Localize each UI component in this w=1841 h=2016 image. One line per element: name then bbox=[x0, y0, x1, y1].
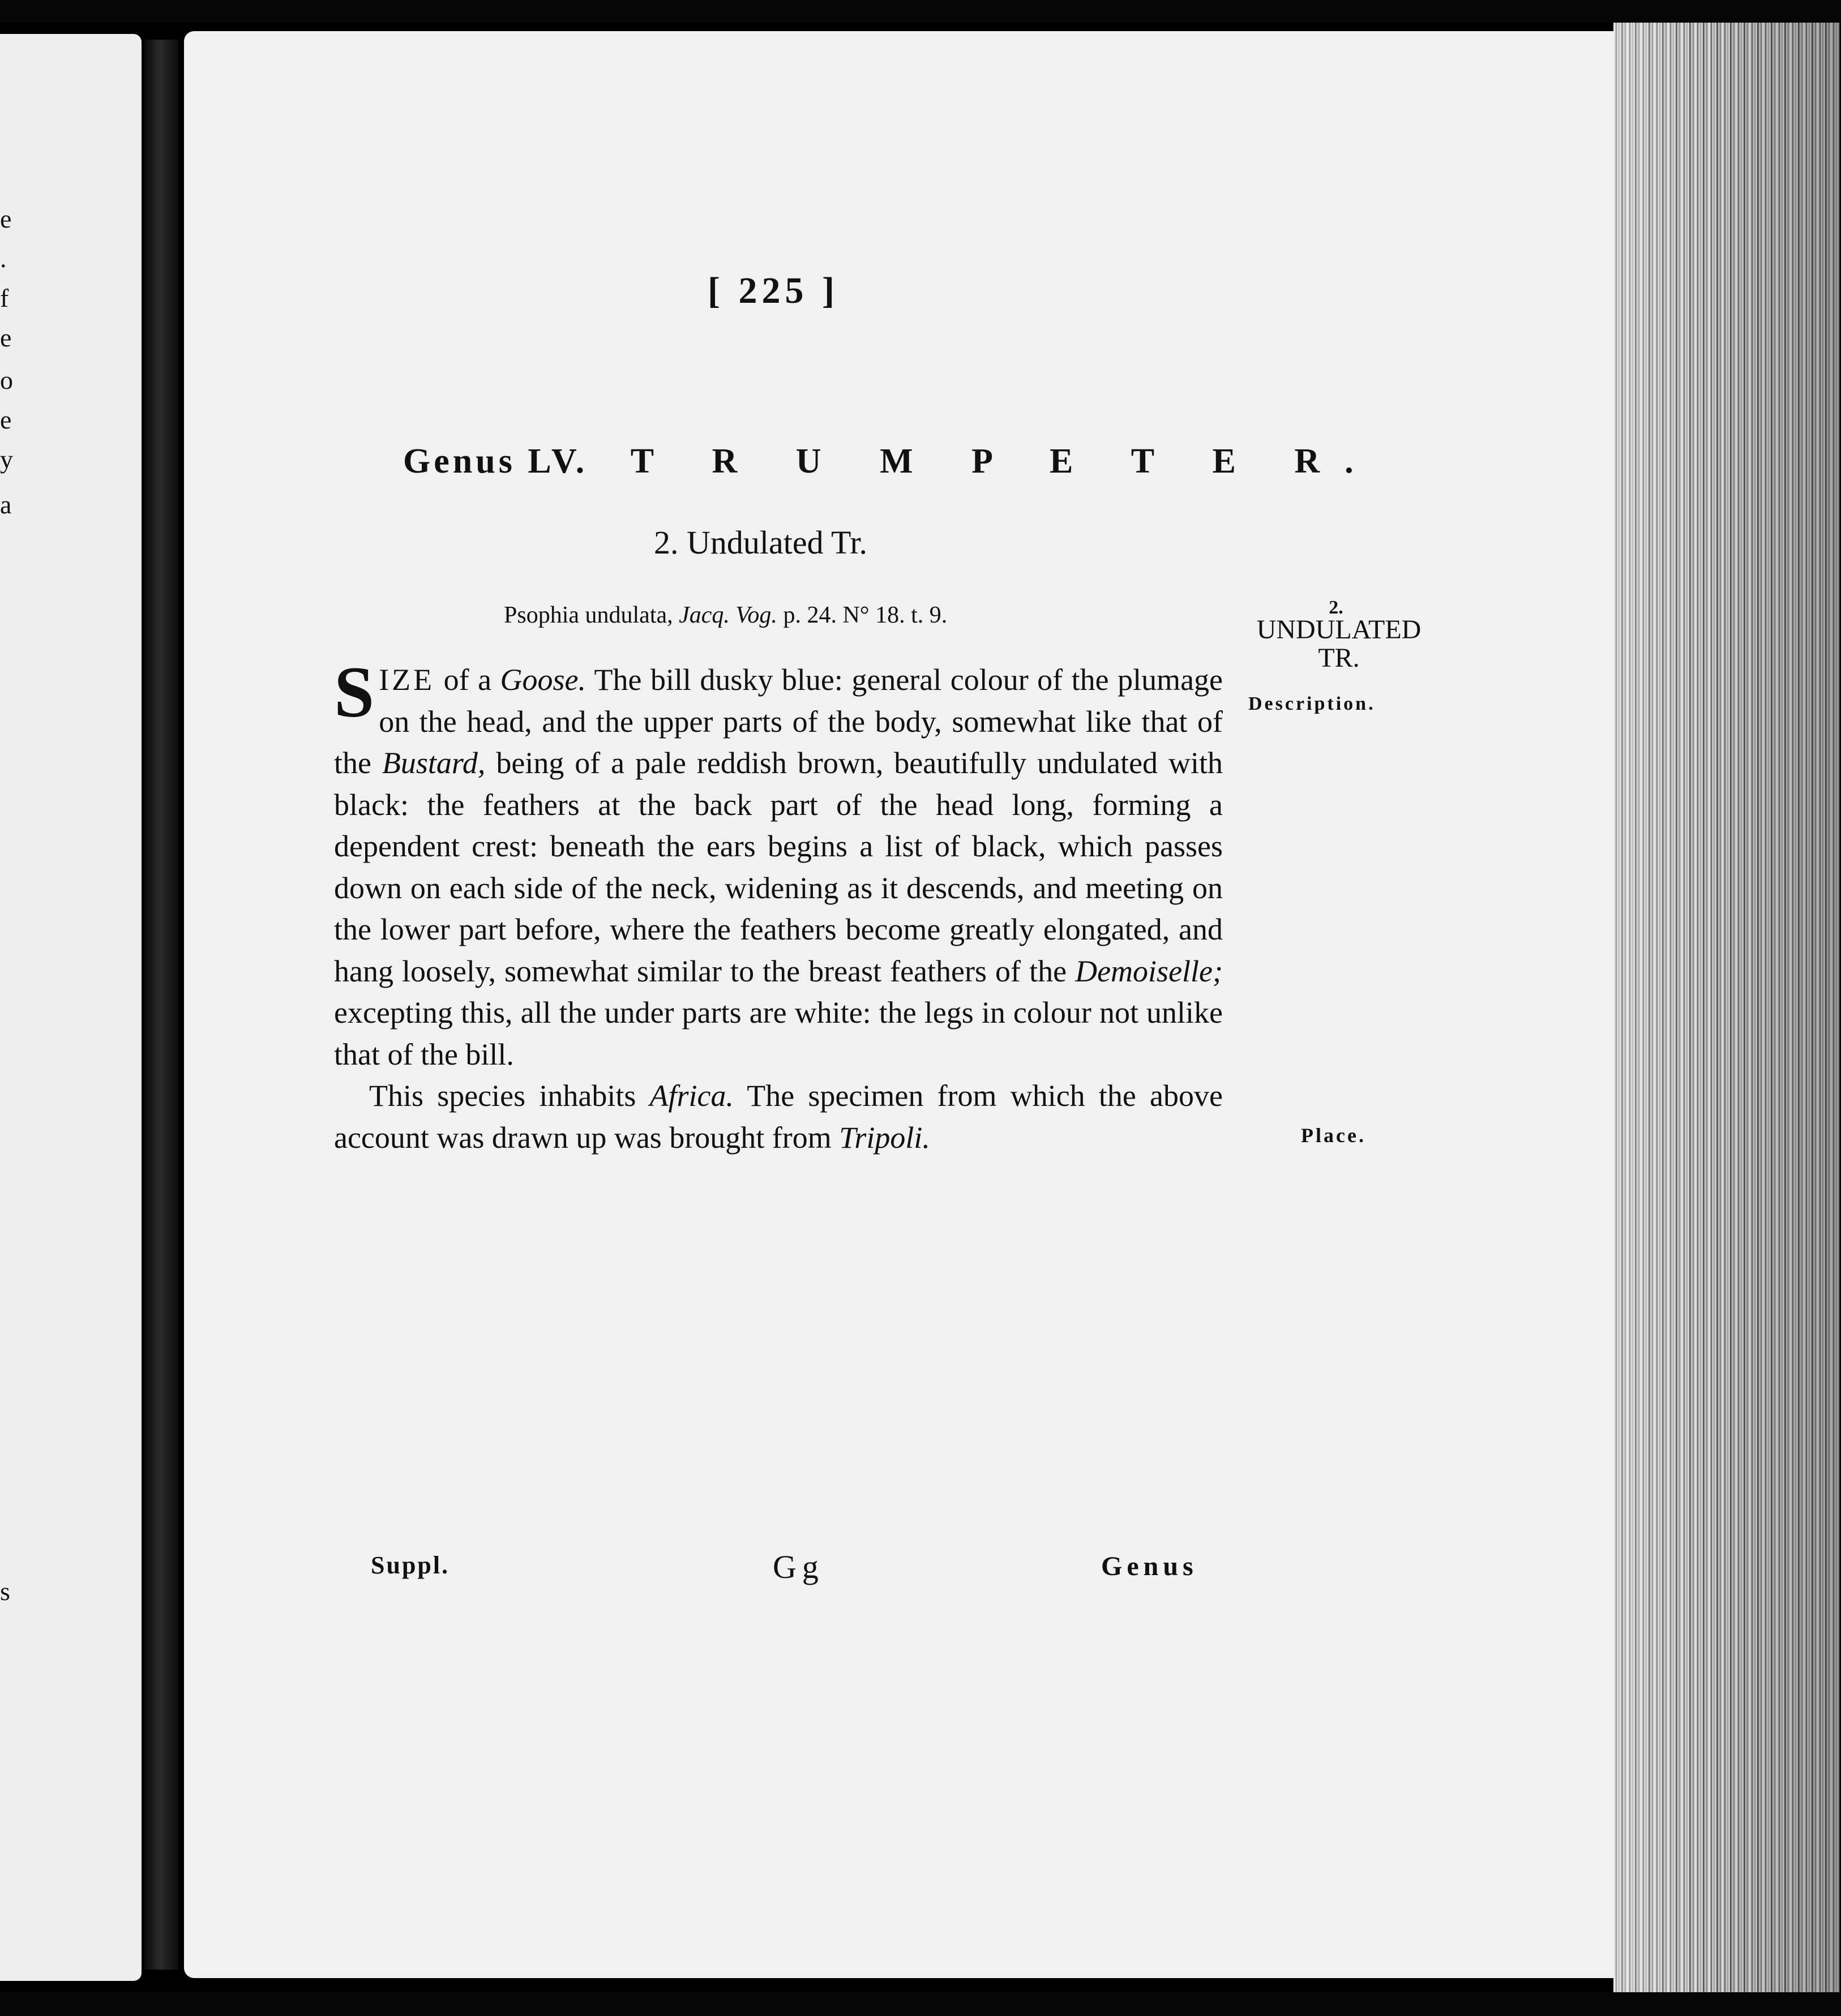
page-edges-shade bbox=[1613, 23, 1840, 2004]
footer-catchword: Genus bbox=[1101, 1551, 1198, 1581]
left-page-fragment: a bbox=[0, 490, 12, 519]
footer-suppl: Suppl. bbox=[371, 1551, 450, 1579]
text-run: The bill dusky blue: general colour of the plumage on the head, and the upper parts of the body, somewhat like that of the bbox=[334, 663, 1223, 780]
margin-species-name: UNDULATED TR. bbox=[1256, 615, 1422, 673]
left-page-fragment: y bbox=[0, 445, 13, 474]
synonym-citation: p. 24. N° 18. t. 9. bbox=[783, 602, 948, 628]
left-page-fragment: s bbox=[0, 1577, 10, 1606]
synonym-name: Psophia undulata, bbox=[504, 602, 673, 628]
genus-heading bbox=[403, 441, 1378, 482]
left-page-fragment: . bbox=[0, 244, 7, 273]
scan-border-top bbox=[0, 0, 1841, 23]
footer-signature-mark: Gg bbox=[773, 1549, 824, 1585]
genus-name: T R U M P E T E R. bbox=[630, 442, 1378, 481]
left-page-fragment: e bbox=[0, 204, 12, 233]
synonym-line bbox=[504, 602, 947, 629]
drop-cap: S bbox=[334, 652, 375, 732]
text-run: The specimen from which the above account was drawn up was brought from bbox=[334, 1079, 1223, 1155]
left-page-fragment: o bbox=[0, 366, 13, 394]
text-run: of a bbox=[435, 663, 500, 697]
italic-bustard: Bustard, bbox=[382, 746, 486, 780]
margin-species-number: 2. bbox=[1329, 597, 1343, 618]
italic-africa: Africa. bbox=[649, 1079, 734, 1113]
margin-description-label: Description. bbox=[1248, 693, 1376, 714]
book-gutter bbox=[144, 40, 178, 1970]
italic-tripoli: Tripoli. bbox=[839, 1120, 930, 1155]
page-number: [ 225 ] bbox=[708, 270, 839, 311]
italic-demoiselle: Demoiselle; bbox=[1075, 954, 1223, 988]
left-page-sliver bbox=[0, 34, 142, 1981]
text-run: This species inhabits bbox=[369, 1079, 650, 1113]
left-page-fragment: f bbox=[0, 284, 9, 312]
size-word: IZE bbox=[379, 663, 435, 697]
species-title: 2. Undulated Tr. bbox=[654, 524, 868, 561]
scan-border-bottom bbox=[0, 1992, 1841, 2016]
text-run: being of a pale reddish brown, beautifully undulated with black: the feathers at the back part of the head long, forming a dependent crest: beneath the ears begins a list of black, which passes down on each side of the neck, widening as it descends, and meeting on the lower part before, where the feathers become greatly elongated, and hang loosely, somewhat similar to the breast feathers of the bbox=[334, 746, 1223, 988]
synonym-reference: Jacq. Vog. bbox=[679, 602, 777, 628]
genus-label: Genus LV. bbox=[403, 442, 588, 481]
place-paragraph bbox=[334, 1075, 1223, 1159]
description-paragraph bbox=[334, 652, 1223, 1075]
italic-goose: Goose. bbox=[500, 663, 586, 697]
text-run: excepting this, all the under parts are white: the legs in colour not unlike that of the bill. bbox=[334, 996, 1223, 1071]
body-text bbox=[334, 652, 1223, 1159]
margin-place-label: Place. bbox=[1301, 1124, 1366, 1147]
left-page-fragment: e bbox=[0, 405, 12, 434]
left-page-fragment: e bbox=[0, 323, 12, 352]
